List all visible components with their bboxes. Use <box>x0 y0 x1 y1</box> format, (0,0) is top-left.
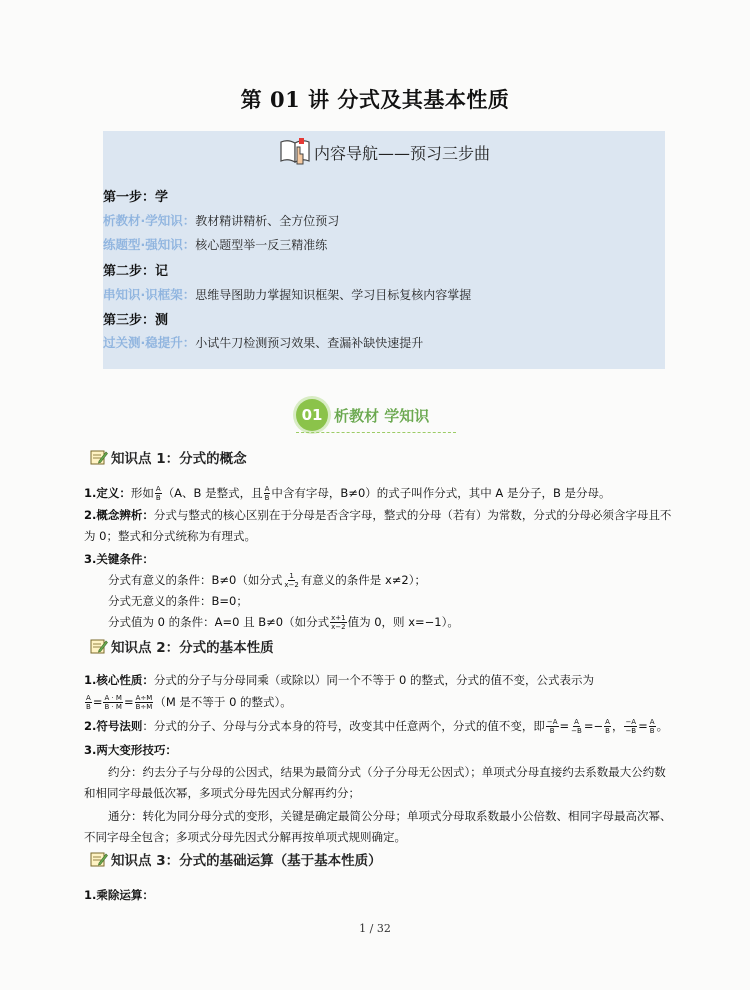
definition-text-b: （A、B 是整式，且 <box>162 486 263 500</box>
fraction-a-over-b: $\frac{A}{B}$ <box>155 485 161 502</box>
nav-header <box>103 136 665 168</box>
content-navigation-box <box>103 131 665 369</box>
kp1-definition <box>84 483 674 504</box>
definition-label: 1.定义： <box>84 486 131 500</box>
formula-a-over-b: $\frac{A}{B}$ <box>649 718 655 735</box>
analysis-label: 2.概念辨析： <box>84 508 154 522</box>
step-1-item-1 <box>103 211 339 229</box>
kp2-skill-reduce: 约分：约去分子与分母的公因式，结果为最简分式（分子分母无公因式）；单项式分母直接约去系数最大公约数和相同字母最低次幂，多项式分母先因式分解再约分； <box>84 765 666 800</box>
condition-1-text-b: 有意义的条件是 x≠2）； <box>300 573 426 587</box>
section-number: 01 <box>296 399 328 431</box>
formula-a-over-b: $\frac{A}{B}$ <box>605 718 610 735</box>
knowledge-point-3-heading <box>90 849 382 869</box>
kp1-condition-2: 分式无意义的条件：B=0； <box>108 594 248 608</box>
step-3-heading: 第三步：测 <box>103 313 169 328</box>
formula-a-over-b: $\frac{A}{B}$ <box>86 694 91 711</box>
sign-rule-text: ：分式的分子、分母与分式本身的符号，改变其中任意两个，分式的值不变，即 <box>142 719 545 733</box>
section-underline <box>296 432 456 433</box>
step-3-item-1 <box>103 333 423 351</box>
conditions-label: 3.关键条件： <box>84 552 154 566</box>
step-item-desc: 核心题型举一反三精准练 <box>195 238 328 252</box>
formula-am-over-bm: $\frac{A \cdot M}{B \cdot M}$ <box>104 694 122 711</box>
formula-adivm-over-bdivm: $\frac{A\div M}{B\div M}$ <box>135 694 153 711</box>
multiplication-label: 1.乘除运算： <box>84 888 154 902</box>
knowledge-point-1-heading <box>90 447 247 467</box>
core-property-text: 分式的分子与分母同乘（或除以）同一个不等于 0 的整式，分式的值不变，公式表示为 <box>153 673 594 687</box>
kp2-skill-common-denominator: 通分：转化为同分母分式的变形，关键是确定最简公分母；单项式分母取系数最小公倍数、相同字母最高次幂、不同字母全包含；多项式分母先因式分解再按单项式规则确定。 <box>84 809 672 844</box>
nav-header-text: 内容导航——预习三步曲 <box>313 143 490 163</box>
kp2-core-formula: $\frac{A}{B}$ = $\frac{A \cdot M}{B \cdot M}$ = $\frac{A\div M}{B\div M}$ （M 是不等于 0 的整式）。 <box>86 694 292 711</box>
condition-3-text-a: 分式值为 0 的条件：A=0 且 B≠0（如分式 <box>108 615 330 629</box>
kp2-skills-label <box>84 740 674 761</box>
step-item-label: 过关测·稳提升： <box>103 335 196 350</box>
formula-neg-a-over-neg-b: $\frac{-A}{-B}$ <box>625 718 637 735</box>
formula-a-over-neg-b: $\frac{A}{-B}$ <box>571 718 582 735</box>
section-banner <box>296 398 429 432</box>
notepad-pencil-icon <box>90 851 108 867</box>
kp1-condition-1 <box>84 570 698 591</box>
kp2-sign-rule: 2.符号法则：分式的分子、分母与分式本身的符号，改变其中任意两个，分式的值不变，即 $\frac{-A}{B}$ = $\frac{A}{-B}$ =− $\frac{A}{B}$ ， $\frac{-A}{-B}$ = $\frac{A}{B}$ 。 <box>84 718 669 735</box>
step-1-item-2 <box>103 235 327 253</box>
kp2-core-property <box>84 670 674 691</box>
step-2-item-1 <box>103 285 471 303</box>
step-item-desc: 小试牛刀检测预习效果、查漏补缺快速提升 <box>195 336 424 350</box>
section-title: 析教材 学知识 <box>334 406 430 425</box>
step-item-desc: 思维导图助力掌握知识框架、学习目标复核内容掌握 <box>195 288 472 302</box>
notepad-pencil-icon <box>90 449 108 465</box>
step-2-heading: 第二步：记 <box>103 264 169 279</box>
knowledge-point-1-title: 知识点 1：分式的概念 <box>111 451 247 467</box>
step-item-label: 练题型·强知识： <box>103 237 196 252</box>
core-property-label: 1.核心性质： <box>84 673 154 687</box>
book-pointer-icon <box>278 136 314 168</box>
fraction-example-2: $\frac{x+1}{x-2}$ <box>331 614 346 631</box>
notepad-pencil-icon <box>90 638 108 654</box>
knowledge-point-2-title: 知识点 2：分式的基本性质 <box>111 640 274 656</box>
step-item-desc: 教材精讲精析、全方位预习 <box>195 214 340 228</box>
analysis-text: 分式与整式的核心区别在于分母是否含字母，整式的分母（若有）为常数，分式的分母必须含字母且不为 0；整式和分式统称为有理式。 <box>84 508 672 543</box>
kp1-analysis <box>84 505 674 547</box>
page-number: 1 / 32 <box>359 922 391 935</box>
condition-3-text-b: 值为 0，则 x=−1）。 <box>347 615 459 629</box>
kp3-multiplication-label <box>84 885 674 906</box>
step-item-label: 串知识·识框架： <box>103 287 196 302</box>
skills-label: 3.两大变形技巧： <box>84 743 177 757</box>
definition-text-a: 形如 <box>130 486 154 500</box>
kp1-condition-3 <box>84 612 698 633</box>
step-item-label: 析教材·学知识： <box>103 213 196 228</box>
formula-neg-a-over-b: $\frac{-A}{B}$ <box>546 718 558 735</box>
kp1-conditions-label <box>84 549 674 570</box>
fraction-a-over-b: $\frac{A}{B}$ <box>264 485 270 502</box>
step-1-heading: 第一步：学 <box>103 190 169 205</box>
core-formula-tail: （M 是不等于 0 的整式）。 <box>154 695 292 709</box>
definition-text-c: 中含有字母，B≠0）的式子叫作分式，其中 A 是分子，B 是分母。 <box>271 486 611 500</box>
sign-rule-label: 2.符号法则 <box>84 719 143 733</box>
knowledge-point-3-title: 知识点 3：分式的基础运算（基于基本性质） <box>111 853 382 869</box>
condition-1-text-a: 分式有意义的条件：B≠0（如分式 <box>108 573 283 587</box>
page-title: 第 01 讲 分式及其基本性质 <box>240 87 510 112</box>
knowledge-point-2-heading <box>90 636 274 656</box>
fraction-example-1: $\frac{1}{x-2}$ <box>284 572 299 589</box>
